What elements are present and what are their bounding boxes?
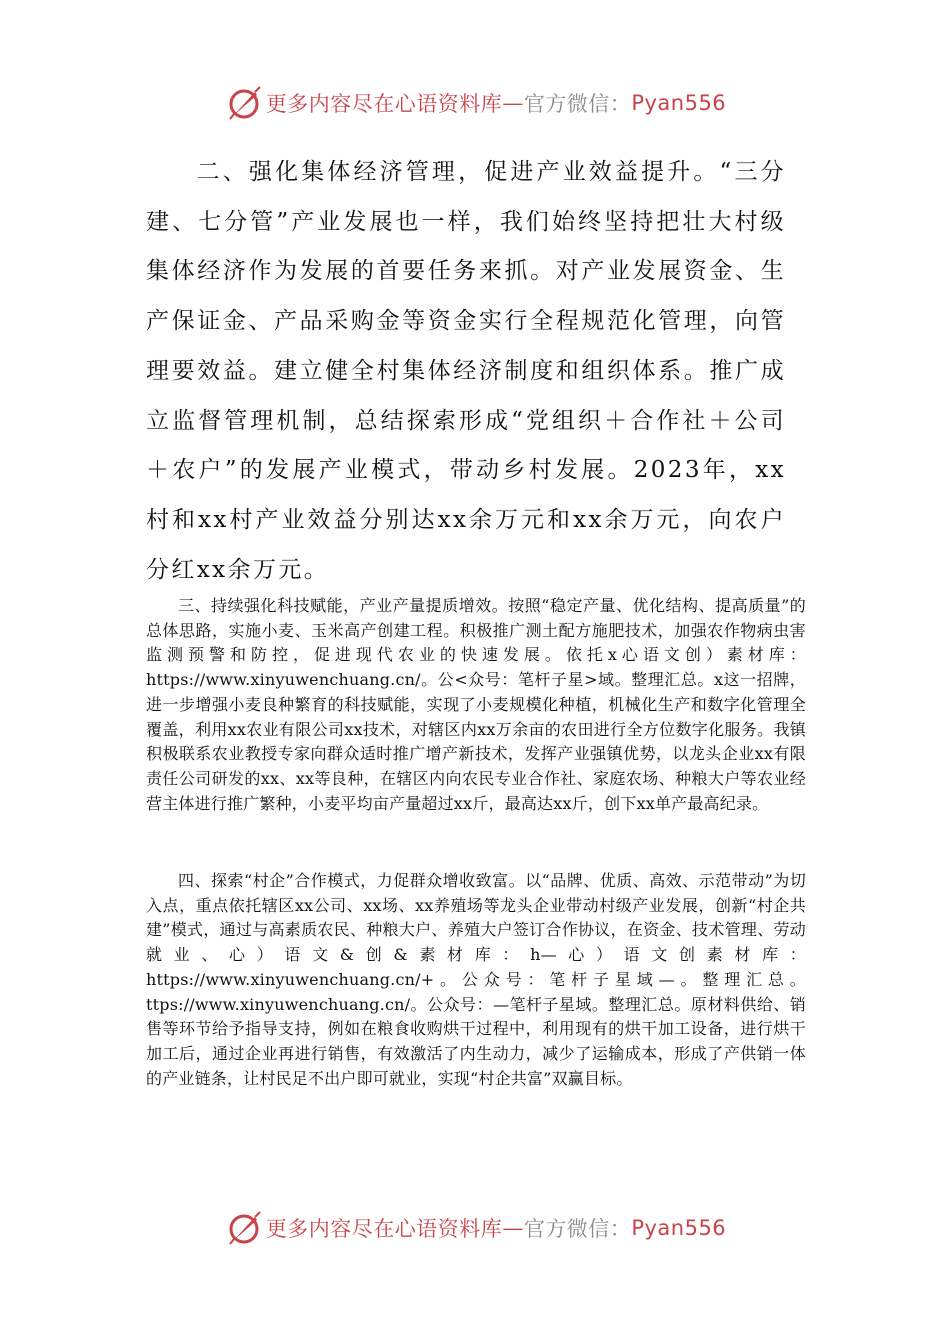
- banner-text: 更多内容尽在心语资料库: [265, 1217, 503, 1241]
- banner-wechat-label: 官方微信：: [523, 92, 632, 116]
- quill-pen-logo-icon: [224, 83, 264, 123]
- footer-watermark-banner: [0, 1208, 950, 1248]
- paragraph-section-3: 三、持续强化科技赋能，产业产量提质增效。按照“稳定产量、优化结构、提高质量”的总体思路，实施小麦、玉米高产创建工程。积极推广测土配方施肥技术，加强农作物病虫害监测预警和防控，促进现代农业的快速发展。依托x心语文创）素材库：https://www.xinyuwenchuang.cn/。公<众号：笔杆子星>域。整理汇总。x这一招牌，进一步增强小麦良种繁育的科技赋能，实现了小麦规模化种植，机械化生产和数字化管理全覆盖，利用xx农业有限公司xx技术，对辖区内xx万余亩的农田进行全方位数字化服务。我镇积极联系农业教授专家向群众适时推广增产新技术，发挥产业强镇优势，以龙头企业xx有限责任公司研发的xx、xx等良种，在辖区内向农民专业合作社、家庭农场、种粮大户等农业经营主体进行推广繁种，小麦平均亩产量超过xx斤，最高达xx斤，创下xx单产最高纪录。: [146, 596, 806, 813]
- header-watermark-banner: [0, 83, 950, 123]
- banner-text: 更多内容尽在心语资料库: [265, 92, 503, 116]
- banner-dash: —: [502, 1216, 524, 1240]
- quill-pen-logo-icon: [224, 1208, 264, 1248]
- banner-dash: —: [502, 91, 524, 115]
- banner-wechat-id: Pyan556: [631, 1216, 727, 1240]
- banner-wechat-label: 官方微信：: [523, 1217, 632, 1241]
- paragraph-section-4: 四、探索“村企”合作模式，力促群众增收致富。以“品牌、优质、高效、示范带动”为切入点，重点依托辖区xx公司、xx场、xx养殖场等龙头企业带动村级产业发展，创新“村企共建”模式，通过与高素质农民、种粮大户、养殖大户签订合作协议，在资金、技术管理、劳动就业、心）语文&创&素材库：h—心）语文创素材库：https://www.xinyuwenchuang.cn/+。公众号：笔杆子星域—。整理汇总。ttps://www.xinyuwenchuang.cn/。公众号：—笔杆子星域。整理汇总。原材料供给、销售等环节给予指导支持，例如在粮食收购烘干过程中，利用现有的烘干加工设备，进行烘干加工后，通过企业再进行销售，有效激活了内生动力，减少了运输成本，形成了产供销一体的产业链条，让村民足不出户即可就业，实现“村企共富”双赢目标。: [146, 871, 806, 1088]
- banner-wechat-id: Pyan556: [631, 91, 727, 115]
- paragraph-section-2: 二、强化集体经济管理，促进产业效益提升。“三分建、七分管”产业发展也一样，我们始终坚持把壮大村级集体经济作为发展的首要任务来抓。对产业发展资金、生产保证金、产品采购金等资金实行全程规范化管理，向管理要效益。建立健全村集体经济制度和组织体系。推广成立监督管理机制，总结探索形成“党组织＋合作社＋公司＋农户”的发展产业模式，带动乡村发展。2023年，xx村和xx村产业效益分别达xx余万元和xx余万元，向农户分红xx余万元。: [146, 159, 786, 583]
